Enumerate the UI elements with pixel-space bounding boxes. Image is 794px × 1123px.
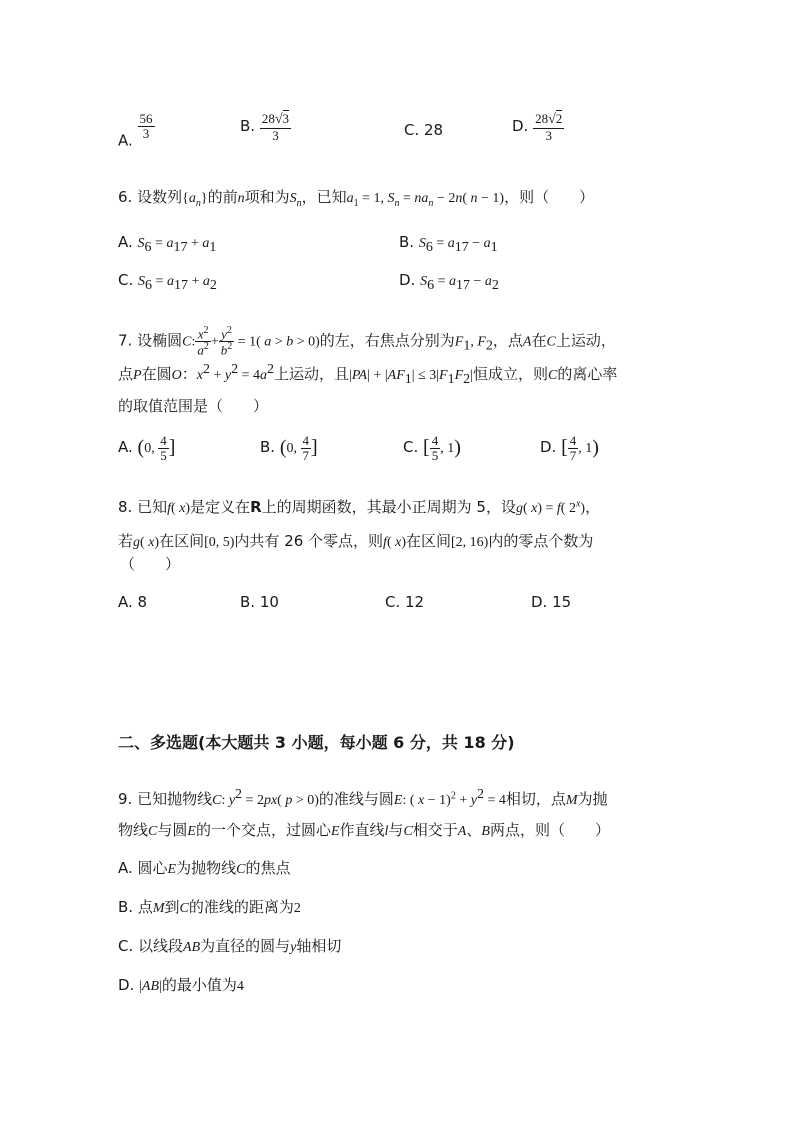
text: 6. 设数列 bbox=[118, 188, 183, 206]
q6-option-d: D. $S_6 = a_{17} - a_2$ bbox=[399, 271, 499, 293]
text: A. 圆心 bbox=[118, 859, 168, 877]
q9-option-a: A. 圆心E为抛物线C的焦点 bbox=[118, 859, 291, 877]
text: 两点，则（ ） bbox=[489, 821, 610, 839]
text: 9. 已知抛物线 bbox=[118, 790, 213, 808]
q6-option-b: B. $S_6 = a_{17} - a_1$ bbox=[399, 233, 498, 255]
q8-line3: （ ） bbox=[120, 555, 181, 573]
q7-line3: 的取值范围是（ ） bbox=[118, 397, 269, 415]
q5-option-c: C. 28 bbox=[404, 121, 444, 139]
fraction-28-root2-over-3: $\frac{28√2}{3}$ bbox=[535, 111, 563, 143]
text: 的离心率 bbox=[557, 365, 618, 383]
fraction-56-3: $\frac{56}{3}$ bbox=[139, 111, 153, 141]
text: 的一个交点，过圆心 bbox=[195, 821, 331, 839]
q7-option-c: C. [ $\frac{4}{5}$ , 1) bbox=[403, 433, 461, 463]
text: 与 bbox=[388, 821, 404, 839]
fraction-28-root3-over-3: $\frac{28√3}{3}$ bbox=[261, 111, 290, 143]
text: 的焦点 bbox=[245, 859, 291, 877]
q5-option-d bbox=[512, 112, 564, 142]
q9-line1: 9. 已知抛物线C: $y^2 = 2px$( p > 0)的准线与圆E: ( $x - 1)^2 + y^2 = 4$相切，点M为抛 bbox=[118, 787, 608, 808]
section-heading: 二、多选题(本大题共 3 小题，每小题 6 分，共 18 分) bbox=[118, 733, 515, 752]
option-label: D. bbox=[540, 438, 557, 457]
text: ，点 bbox=[492, 331, 523, 350]
text: 项和为 bbox=[244, 188, 290, 206]
text: 为抛物线 bbox=[176, 859, 237, 877]
text: 在区间 bbox=[406, 532, 452, 550]
q8-line1: 8. 已知f( x)是定义在R上的周期函数，其最小正周期为 5，设g( x) = f( 2$^x$)， bbox=[118, 498, 601, 516]
fraction-y2-b2: $\frac{y^2}{b^2}$ bbox=[220, 325, 233, 358]
q6-stem: 6. 设数列$\{a_n\}$的前n项和为$S_n$，已知$a_1 = 1$, $S_n = na_n - 2n$( n − 1)，则（ ） bbox=[118, 188, 595, 209]
text: 内共有 26 个零点，则 bbox=[234, 532, 384, 550]
text: 恒成立，则 bbox=[472, 365, 548, 383]
q6-option-a: A. $S_6 = a_{17} + a_1$ bbox=[118, 233, 217, 255]
text: 相切，点 bbox=[505, 790, 566, 808]
q7-option-a: A. (0, $\frac{4}{5}$ ] bbox=[118, 433, 176, 463]
text: 的准线与圆 bbox=[318, 790, 394, 808]
option-label: C. bbox=[118, 271, 134, 289]
option-label: B. bbox=[240, 117, 256, 136]
text: 是定义在 bbox=[190, 498, 251, 516]
option-label: A. bbox=[118, 131, 133, 150]
text: 8. 已知 bbox=[118, 498, 168, 516]
text: 在圆 bbox=[141, 365, 172, 383]
q8-option-a: A. 8 bbox=[118, 593, 148, 611]
text: 点 bbox=[118, 365, 134, 383]
fraction-x2-a2: $\frac{x^2}{a^2}$ bbox=[197, 325, 209, 358]
text: B. 点 bbox=[118, 898, 153, 916]
text: 的准线的距离为 bbox=[188, 898, 294, 916]
option-label: D. bbox=[512, 117, 529, 136]
text: 到 bbox=[164, 898, 180, 916]
text: 作直线 bbox=[339, 821, 385, 839]
text: 与圆 bbox=[157, 821, 188, 839]
q8-option-b: B. 10 bbox=[240, 593, 279, 611]
text: 上运动，且 bbox=[273, 365, 349, 383]
q9-option-c: C. 以线段AB为直径的圆与y轴相切 bbox=[118, 937, 342, 955]
text: 的左，右焦点分别为 bbox=[319, 331, 455, 350]
q7-line2: 点P在圆O：$x^2 + y^2 = 4a^2$上运动，且$|PA| + |AF_1| \le 3|F_1F_2|$恒成立，则C的离心率 bbox=[118, 362, 618, 387]
text: 上运动， bbox=[555, 331, 616, 350]
text: 在区间 bbox=[159, 532, 205, 550]
option-label: A. bbox=[118, 233, 133, 251]
q5-option-b bbox=[240, 112, 291, 142]
text: 相交于 bbox=[412, 821, 458, 839]
q8-option-c: C. 12 bbox=[385, 593, 425, 611]
option-label: C. bbox=[403, 438, 419, 457]
text: 的前 bbox=[207, 188, 238, 206]
q7-option-d: D. [ $\frac{4}{7}$ , 1) bbox=[540, 433, 599, 463]
q7-line1: 7. 设椭圆C: $\frac{x^2}{a^2}$ + $\frac{y^2}{b^2}$ = 1( a > b > 0)的左，右焦点分别为$F_1$, $F_2$，点A在C上运动， bbox=[118, 325, 616, 358]
text: 轴相切 bbox=[296, 937, 342, 955]
text: ，则（ ） bbox=[504, 188, 595, 206]
text: D. bbox=[118, 976, 135, 994]
text: 为直径的圆与 bbox=[200, 937, 291, 955]
q6-option-c: C. $S_6 = a_{17} + a_2$ bbox=[118, 271, 217, 293]
q9-option-b: B. 点M到C的准线的距离为2 bbox=[118, 898, 301, 916]
text: 7. 设椭圆 bbox=[118, 331, 183, 350]
q9-option-d: D. |AB|的最小值为4 bbox=[118, 976, 244, 994]
q9-line2: 物线C与圆E的一个交点，过圆心E作直线l与C相交于A、B两点，则（ ） bbox=[118, 821, 610, 839]
q8-line2: 若g( x)在区间[0, 5)内共有 26 个零点，则f( x)在区间[2, 16)内的零点个数为 bbox=[118, 532, 594, 550]
text: C. 以线段 bbox=[118, 937, 184, 955]
text: 的最小值为 bbox=[161, 976, 237, 994]
text: 为抛 bbox=[577, 790, 608, 808]
option-label: B. bbox=[260, 438, 276, 457]
text: ，已知 bbox=[301, 188, 347, 206]
option-label: D. bbox=[399, 271, 416, 289]
text: 内的零点个数为 bbox=[488, 532, 594, 550]
q7-option-b: B. (0, $\frac{4}{7}$ ] bbox=[260, 433, 318, 463]
option-label: B. bbox=[399, 233, 415, 251]
text: 物线 bbox=[118, 821, 149, 839]
q5-option-a bbox=[118, 112, 155, 150]
text: 若 bbox=[118, 532, 134, 550]
text: 、 bbox=[466, 821, 482, 839]
option-label: A. bbox=[118, 438, 133, 457]
q8-option-d: D. 15 bbox=[531, 593, 572, 611]
text: 上的周期函数，其最小正周期为 5，设 bbox=[261, 498, 516, 516]
